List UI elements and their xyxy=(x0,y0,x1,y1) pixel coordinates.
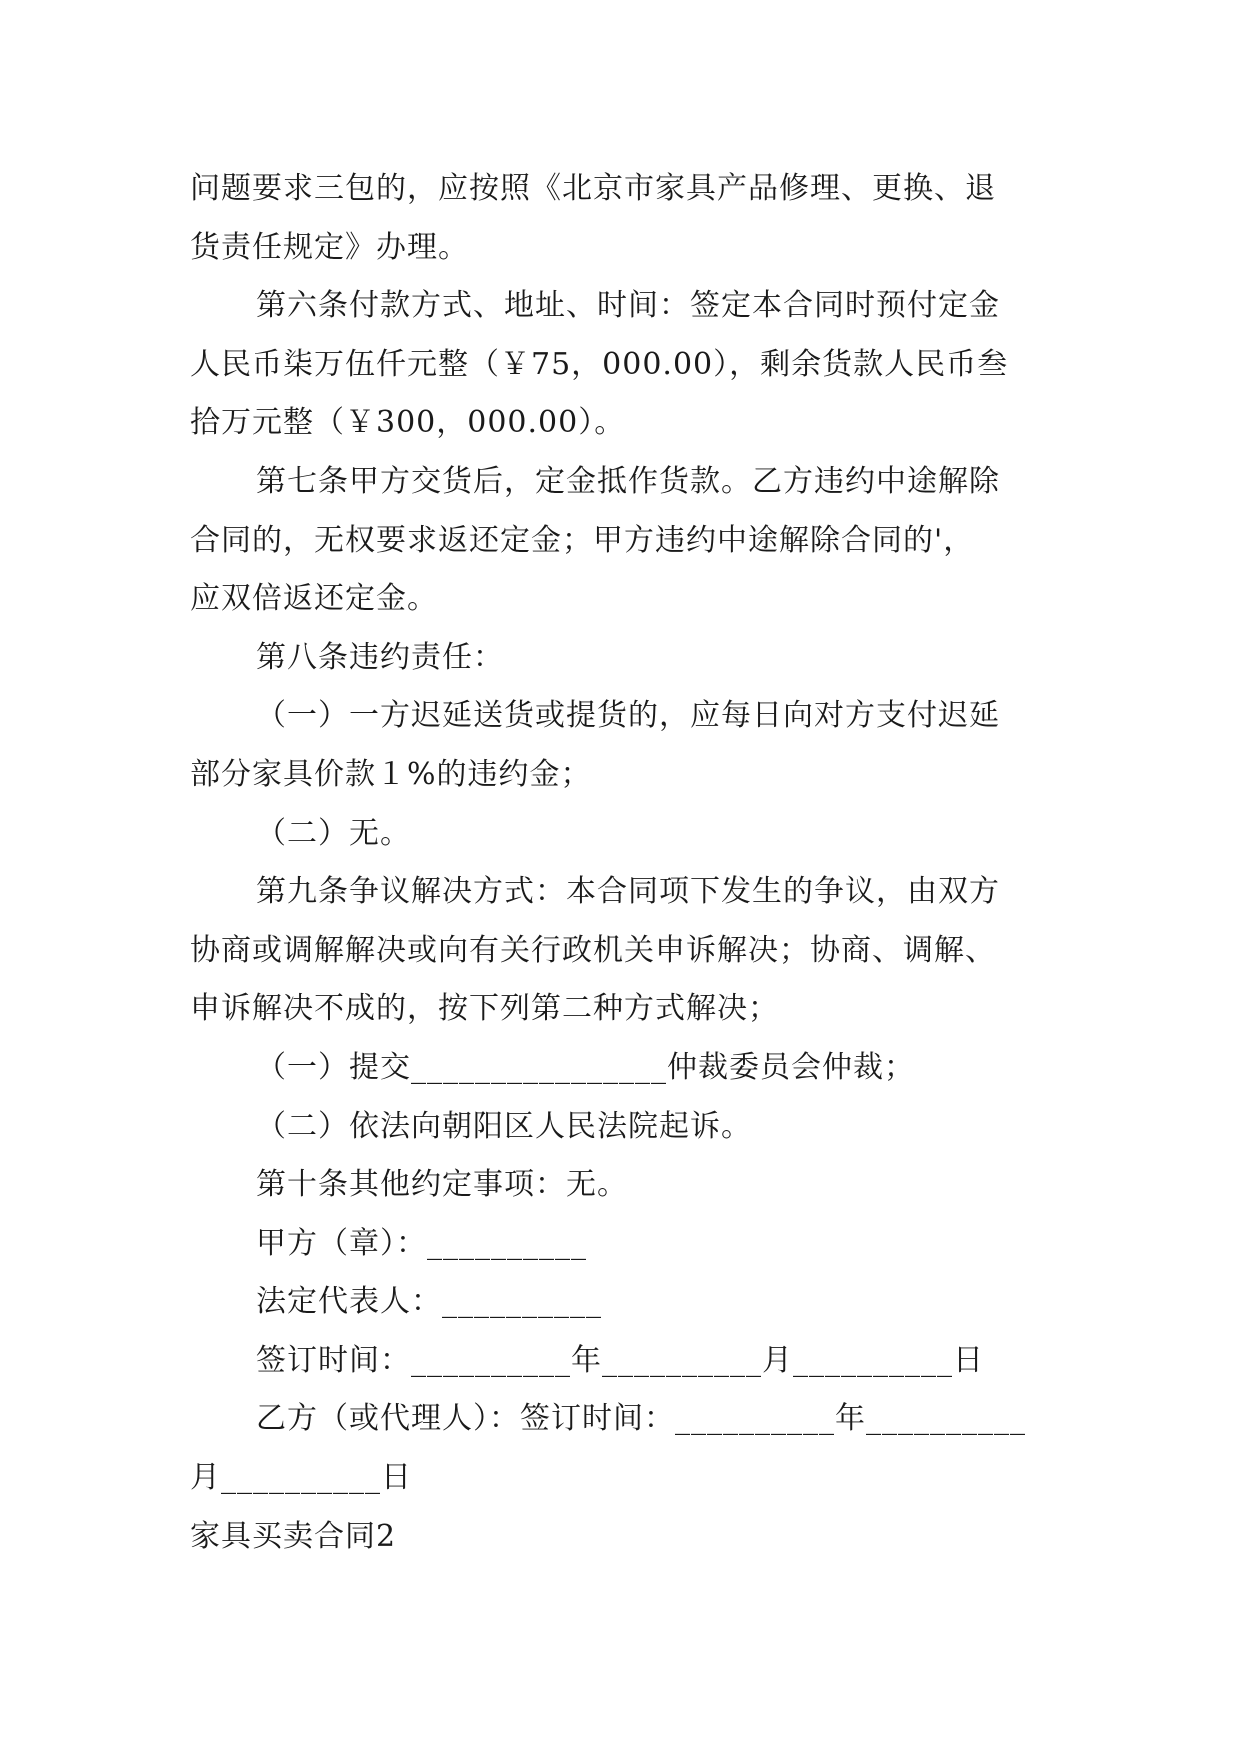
text-line-2: 货责任规定》办理。 xyxy=(190,229,469,265)
party-b-signing-line-1: 乙方（或代理人）：签订时间：__________年__________ xyxy=(256,1401,1026,1437)
signing-date-a: 签订时间：__________年__________月__________日 xyxy=(256,1342,984,1378)
article-9-line-3: 申诉解决不成的，按下列第二种方式解决； xyxy=(190,991,779,1027)
article-9-item-2: （二）依法向朝阳区人民法院起诉。 xyxy=(256,1108,752,1144)
article-8-item-1-line-1: （一）一方迟延送货或提货的，应每日向对方支付迟延 xyxy=(256,698,1000,734)
text-line-1: 问题要求三包的，应按照《北京市家具产品修理、更换、退 xyxy=(190,171,996,206)
article-10: 第十条其他约定事项：无。 xyxy=(256,1167,628,1203)
article-9-line-2: 协商或调解解决或向有关行政机关申诉解决；协商、调解、 xyxy=(190,932,996,968)
party-b-signing-line-2: 月__________日 xyxy=(190,1460,412,1496)
party-a-seal: 甲方（章）：__________ xyxy=(256,1225,587,1261)
legal-representative: 法定代表人：__________ xyxy=(256,1284,602,1320)
article-9-item-1: （一）提交________________仲裁委员会仲裁； xyxy=(256,1049,915,1085)
next-section-title: 家具买卖合同2 xyxy=(190,1518,397,1554)
article-9-line-1: 第九条争议解决方式：本合同项下发生的争议，由双方 xyxy=(256,874,1000,910)
document-body xyxy=(190,160,1070,1566)
article-7-line-1: 第七条甲方交货后，定金抵作货款。乙方违约中途解除 xyxy=(256,463,1000,499)
article-7-line-2: 合同的，无权要求返还定金；甲方违约中途解除合同的'， xyxy=(190,522,975,558)
article-8-item-2: （二）无。 xyxy=(256,815,411,851)
article-6-line-1: 第六条付款方式、地址、时间：签定本合同时预付定金 xyxy=(256,288,1000,324)
article-6-line-2: 人民币柒万伍仟元整（￥75，000.00），剩余货款人民币叁 xyxy=(190,346,1009,382)
article-8-heading: 第八条违约责任： xyxy=(256,639,504,675)
article-6-line-3: 拾万元整（￥300，000.00）。 xyxy=(190,405,626,441)
article-8-item-1-line-2: 部分家具价款１%的违约金； xyxy=(190,756,592,792)
article-7-line-3: 应双倍返还定金。 xyxy=(190,581,438,617)
